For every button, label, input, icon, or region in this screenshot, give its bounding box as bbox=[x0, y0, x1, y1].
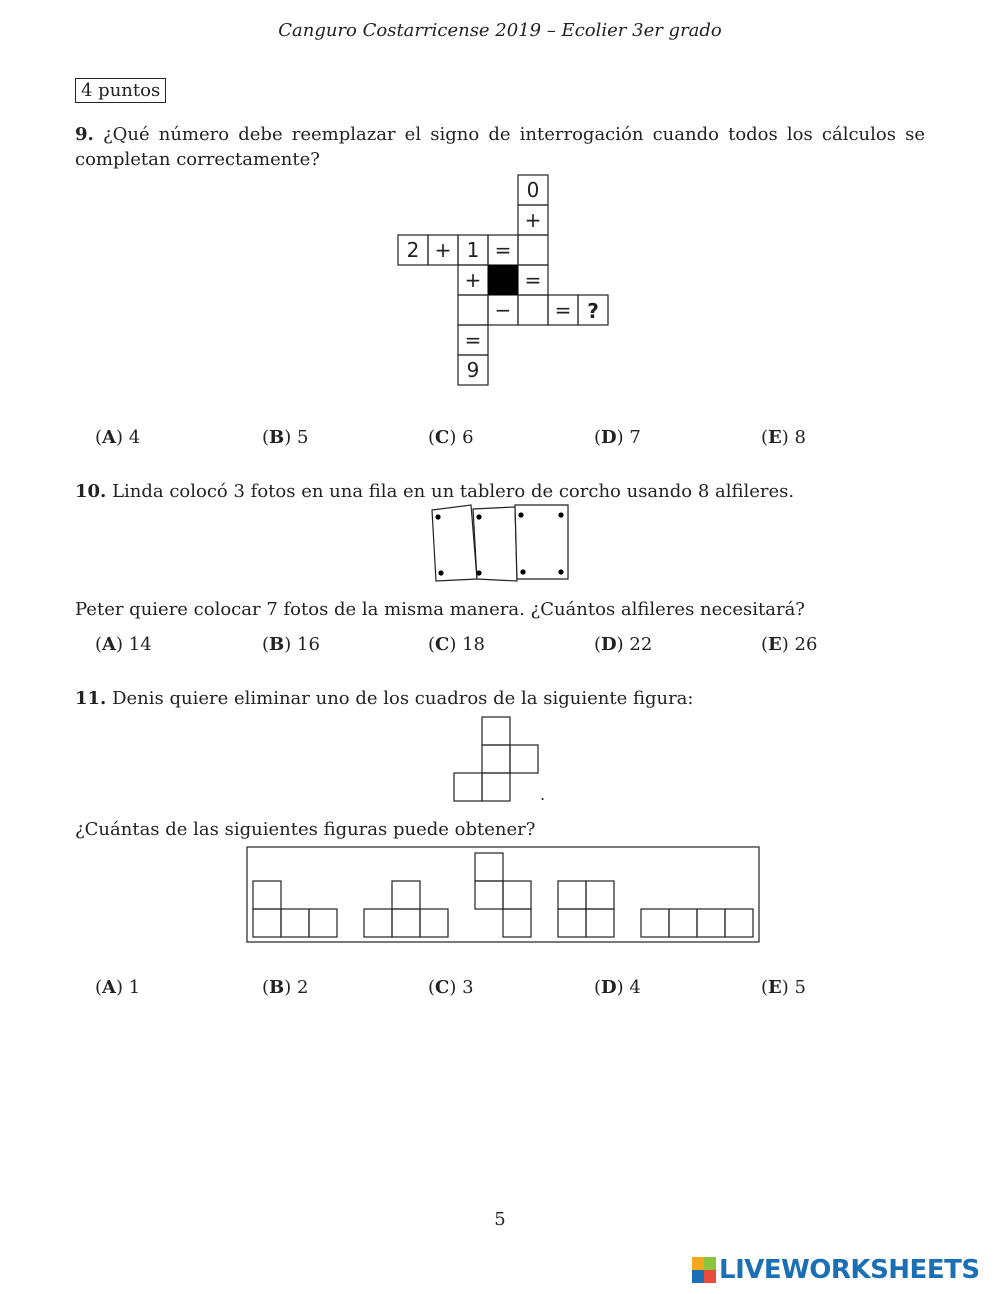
option-a[interactable]: (A) 14 bbox=[95, 634, 152, 655]
brand-name: LIVEWORKSHEETS bbox=[719, 1255, 980, 1285]
black-cell bbox=[488, 265, 518, 295]
grid-cell: + bbox=[434, 238, 452, 262]
question-number: 11. bbox=[75, 688, 107, 709]
original-square-figure bbox=[450, 714, 550, 806]
question-text: Denis quiere eliminar uno de los cuadros de la siguiente figura: bbox=[112, 688, 694, 709]
question-11 bbox=[75, 686, 925, 711]
question-number: 10. bbox=[75, 481, 107, 502]
pin bbox=[476, 570, 481, 575]
question-11-followup: ¿Cuántas de las siguientes figuras puede obtener? bbox=[75, 819, 536, 840]
answer-figures-box bbox=[246, 846, 761, 946]
option-c[interactable]: (C) 6 bbox=[428, 427, 474, 448]
question-text: ¿Qué número debe reemplazar el signo de interrogación cuando todos los cálculos se completan correctamente? bbox=[75, 124, 925, 170]
pin bbox=[518, 512, 523, 517]
option-c[interactable]: (C) 18 bbox=[428, 634, 486, 655]
points-label: 4 puntos bbox=[75, 78, 166, 103]
candidate-figure-3 bbox=[475, 853, 531, 937]
option-a[interactable]: (A) 4 bbox=[95, 427, 141, 448]
option-d[interactable]: (D) 22 bbox=[594, 634, 653, 655]
pin bbox=[435, 514, 440, 519]
option-b[interactable]: (B) 2 bbox=[262, 977, 309, 998]
pin bbox=[558, 512, 563, 517]
figure-period: . bbox=[540, 785, 546, 804]
option-a[interactable]: (A) 1 bbox=[95, 977, 141, 998]
grid-cell: − bbox=[494, 298, 512, 322]
grid-cell: = bbox=[464, 328, 482, 352]
grid-cell: 9 bbox=[466, 358, 480, 382]
pin bbox=[438, 570, 443, 575]
logo-grid-icon bbox=[692, 1257, 716, 1283]
candidate-figure-5 bbox=[641, 909, 753, 937]
question-10-followup: Peter quiere colocar 7 fotos de la misma manera. ¿Cuántos alfileres necesitará? bbox=[75, 599, 805, 620]
option-b[interactable]: (B) 16 bbox=[262, 634, 320, 655]
candidate-figure-4 bbox=[558, 881, 614, 937]
question-9 bbox=[75, 122, 925, 172]
pin bbox=[520, 569, 525, 574]
option-c[interactable]: (C) 3 bbox=[428, 977, 474, 998]
photos-pins-figure bbox=[425, 502, 575, 587]
grid-cell: 2 bbox=[406, 238, 420, 262]
grid-cell: = bbox=[524, 268, 542, 292]
question-number: 9. bbox=[75, 124, 94, 145]
option-d[interactable]: (D) 4 bbox=[594, 977, 641, 998]
option-b[interactable]: (B) 5 bbox=[262, 427, 309, 448]
question-mark-cell: ? bbox=[587, 299, 599, 323]
option-d[interactable]: (D) 7 bbox=[594, 427, 641, 448]
arithmetic-cross-puzzle bbox=[390, 170, 620, 395]
option-e[interactable]: (E) 5 bbox=[761, 977, 806, 998]
page-header: Canguro Costarricense 2019 – Ecolier 3er grado bbox=[278, 20, 722, 41]
grid-cell: = bbox=[494, 238, 512, 262]
page-number: 5 bbox=[494, 1209, 506, 1230]
candidate-figure-2 bbox=[364, 881, 448, 937]
option-e[interactable]: (E) 8 bbox=[761, 427, 806, 448]
question-10 bbox=[75, 479, 925, 504]
pin bbox=[476, 514, 481, 519]
option-e[interactable]: (E) 26 bbox=[761, 634, 818, 655]
grid-cell: + bbox=[524, 208, 542, 232]
pin bbox=[558, 569, 563, 574]
grid-cell: = bbox=[554, 298, 572, 322]
liveworksheets-logo[interactable] bbox=[692, 1254, 980, 1286]
question-text: Linda colocó 3 fotos en una fila en un tablero de corcho usando 8 alfileres. bbox=[112, 481, 795, 502]
candidate-figure-1 bbox=[253, 881, 337, 937]
grid-cell: + bbox=[464, 268, 482, 292]
grid-cell: 0 bbox=[526, 178, 540, 202]
grid-cell: 1 bbox=[466, 238, 480, 262]
